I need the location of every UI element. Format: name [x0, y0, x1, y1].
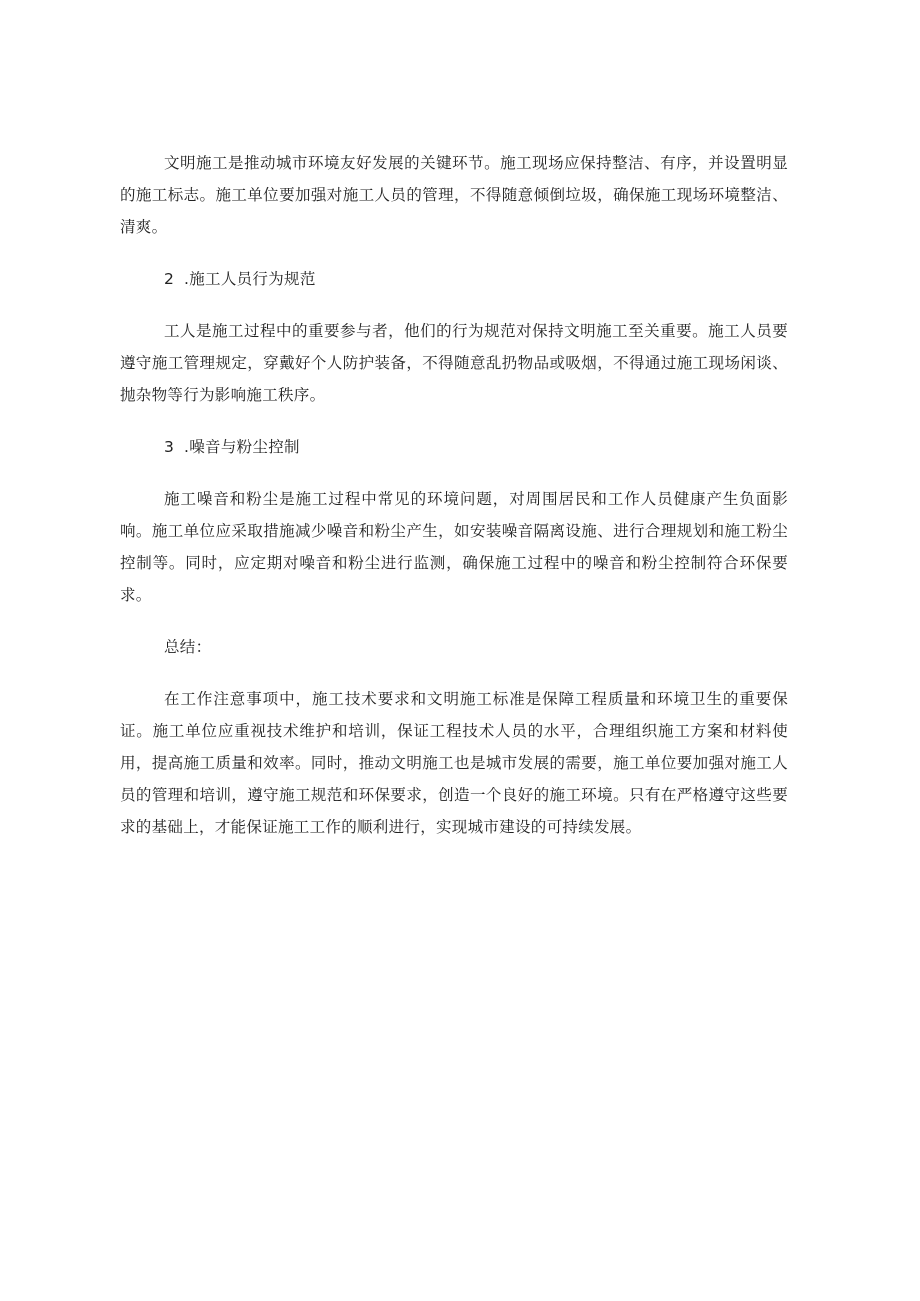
summary-paragraph: 在工作注意事项中，施工技术要求和文明施工标准是保障工程质量和环境卫生的重要保证。施工单位应重视技术维护和培训，保证工程技术人员的水平，合理组织施工方案和材料使用，提高施工质量和效率。同时，推动文明施工也是城市发展的需要，施工单位要加强对施工人员的管理和培训，遵守施工规范和环保要求，创造一个良好的施工环境。只有在严格遵守这些要求的基础上，才能保证施工工作的顺利进行，实现城市建设的可持续发展。	[120, 690, 788, 836]
summary-label: 总结：	[164, 638, 212, 656]
section-number: 3	[164, 438, 175, 456]
intro-paragraph: 文明施工是推动城市环境友好发展的关键环节。施工现场应保持整洁、有序，并设置明显的施工标志。施工单位要加强对施工人员的管理，不得随意倾倒垃圾，确保施工现场环境整洁、清爽。	[120, 154, 788, 236]
section-title: .噪音与粉尘控制	[184, 438, 300, 456]
document-body	[120, 147, 788, 863]
section-number: 2	[164, 270, 175, 288]
section-heading-worker-conduct	[120, 263, 788, 295]
section-title: .施工人员行为规范	[184, 270, 316, 288]
noise-dust-paragraph: 施工噪音和粉尘是施工过程中常见的环境问题，对周围居民和工作人员健康产生负面影响。施工单位应采取措施减少噪音和粉尘产生，如安装噪音隔离设施、进行合理规划和施工粉尘控制等。同时，应定期对噪音和粉尘进行监测，确保施工过程中的噪音和粉尘控制符合环保要求。	[120, 490, 788, 604]
section-heading-noise-dust	[120, 431, 788, 463]
worker-conduct-paragraph: 工人是施工过程中的重要参与者，他们的行为规范对保持文明施工至关重要。施工人员要遵守施工管理规定，穿戴好个人防护装备，不得随意乱扔物品或吸烟，不得通过施工现场闲谈、抛杂物等行为影响施工秩序。	[120, 322, 788, 404]
